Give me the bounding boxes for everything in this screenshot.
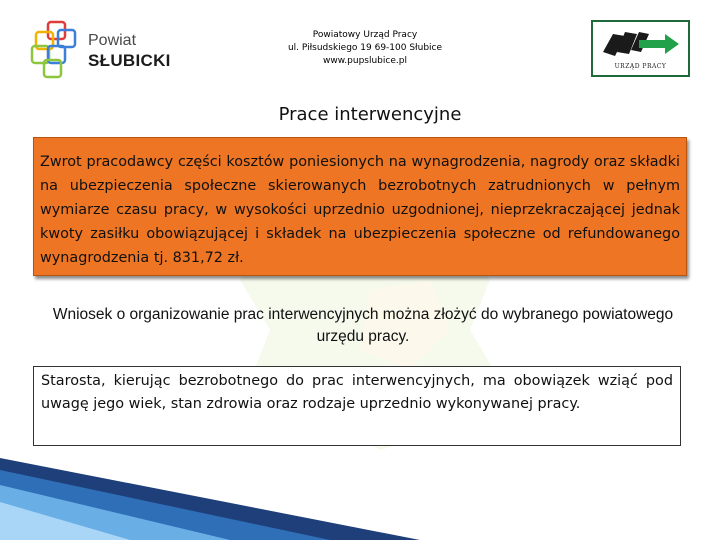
office-header xyxy=(240,29,490,68)
logo-text-powiat: Powiat xyxy=(88,32,137,49)
logo-text-slubicki: SŁUBICKI xyxy=(88,51,171,70)
logo-squares-icon xyxy=(28,18,86,80)
logo-caption: URZĄD PRACY xyxy=(614,63,667,70)
refund-description-box xyxy=(33,137,687,276)
office-address: ul. Piłsudskiego 19 69-100 Słubice xyxy=(287,43,443,53)
office-name: Powiatowy Urząd Pracy xyxy=(312,30,418,40)
urzad-pracy-logo xyxy=(591,20,690,77)
powiat-slubicki-logo xyxy=(28,18,173,80)
office-website: www.pupslubice.pl xyxy=(323,56,407,66)
refund-description-text: Zwrot pracodawcy części kosztów poniesionych na wynagrodzenia, nagrody oraz składki na ubezpieczenia społeczne skierowanych bezrobotnych zatrudnionych w pełnym wymiarze czasu pracy, w wysokości uprzednio uzgodnionej, nieprzekraczającej jednak kwoty zasiłku obowiązującej i składek na ubezpieczenia społeczne od refundowanego wynagrodzenia tj. 831,72 zł. xyxy=(40,154,680,266)
starosta-obligation-text: Starosta, kierując bezrobotnego do prac interwencyjnych, ma obowiązek wziąć pod uwagę jego wiek, stan zdrowia oraz rodzaje uprzednio wykonywanej pracy. xyxy=(41,373,673,412)
starosta-obligation-box xyxy=(33,366,681,446)
application-info-text: Wniosek o organizowanie prac interwencyjnych można złożyć do wybranego powiatowego urzędu pracy. xyxy=(52,306,674,345)
urzad-pracy-emblem-icon xyxy=(593,22,688,62)
page-title: Prace interwencyjne xyxy=(278,104,462,125)
decorative-wedge xyxy=(0,440,420,540)
